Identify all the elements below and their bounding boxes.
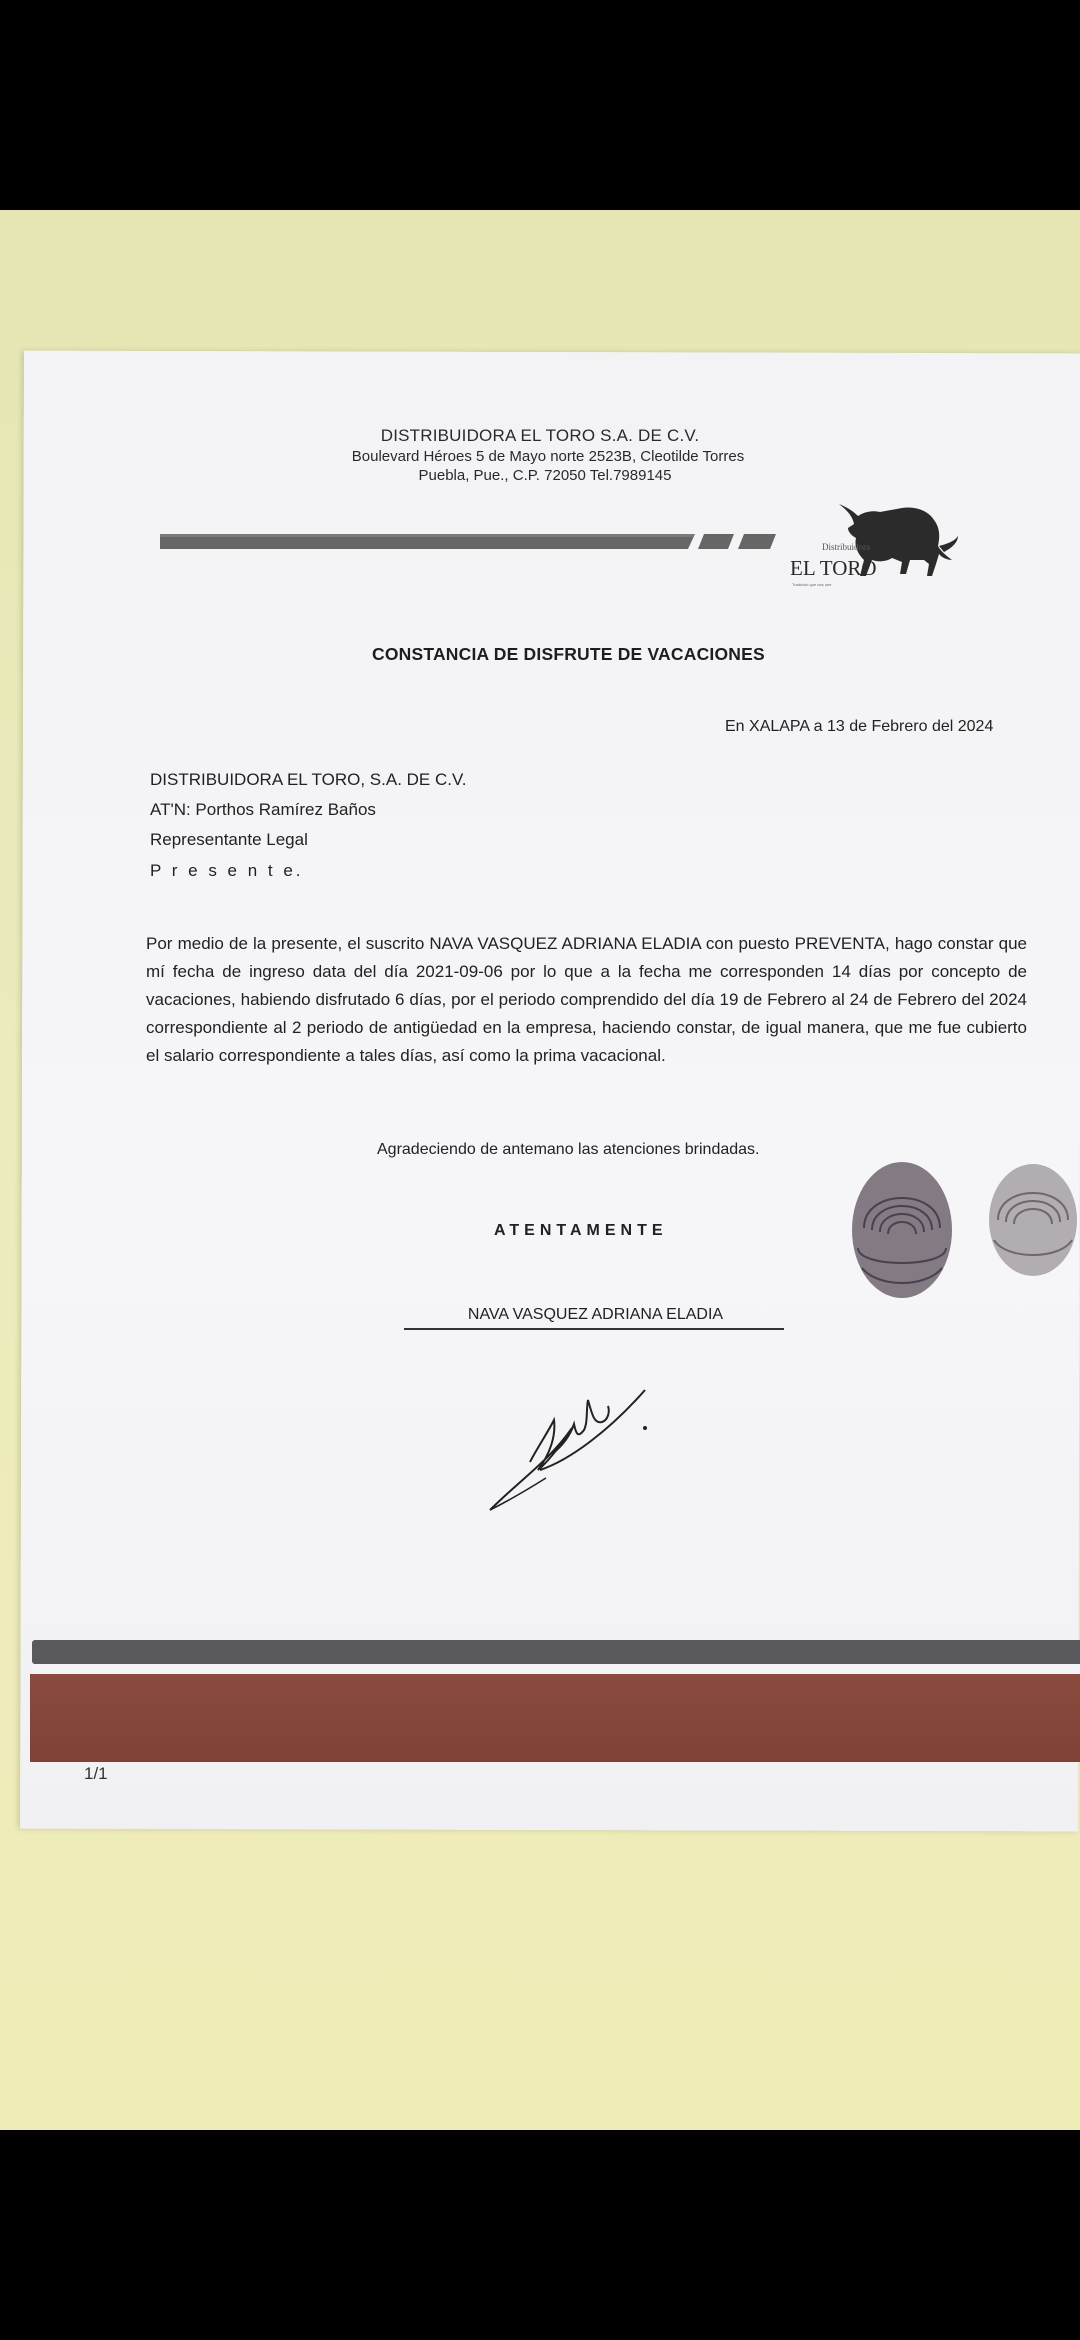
handwritten-signature [480, 1350, 660, 1520]
fingerprint-2 [986, 1160, 1080, 1282]
recipient-attn: AT'N: Porthos Ramírez Baños [150, 800, 376, 819]
body-paragraph: Por medio de la presente, el suscrito NAVA VASQUEZ ADRIANA ELADIA con puesto PREVENTA, hago constar que mí fecha de ingreso data del día 2021-09-06 por lo que a la fecha me corresponden 14 días por concepto de vacaciones, habiendo disfrutado 6 días, por el periodo comprendido del día 19 de Febrero al 24 de Febrero del 2024 correspondiente al 2 periodo de antigüedad en la empresa, haciendo constar, de igual manera, que me fue cubierto el salario correspondiente a tales días, así como la prima vacacional. [146, 934, 1027, 1065]
page-number: 1/1 [84, 1764, 108, 1783]
footer-white-band [32, 1664, 1080, 1674]
closing-word: ATENTAMENTE [494, 1222, 668, 1239]
el-toro-logo [782, 490, 982, 590]
recipient-role: Representante Legal [150, 830, 308, 849]
place-date: En XALAPA a 13 de Febrero del 2024 [725, 718, 994, 735]
presente-line: P r e s e n t e. [150, 861, 304, 880]
footer-gray-band [32, 1640, 1080, 1664]
header-stripe-dashes [698, 534, 778, 549]
signature-rule [404, 1328, 784, 1330]
footer-red-band [30, 1674, 1080, 1762]
fingerprint-1 [848, 1158, 956, 1303]
letterhead-company: DISTRIBUIDORA EL TORO S.A. DE C.V. [380, 426, 700, 445]
letterhead-address: Boulevard Héroes 5 de Mayo norte 2523B, Cleotilde Torres [351, 448, 745, 465]
logo-small-text: Distribuidora [822, 542, 870, 552]
thanks-line: Agradeciendo de antemano las atenciones brindadas. [377, 1141, 760, 1158]
logo-brand: EL TORO [790, 556, 877, 580]
header-stripe [160, 534, 695, 549]
letterhead-city: Puebla, Pue., C.P. 72050 Tel.7989145 [418, 467, 672, 484]
logo-tagline: Tradición que nos une [792, 582, 832, 587]
recipient-company: DISTRIBUIDORA EL TORO, S.A. DE C.V. [150, 770, 467, 789]
signer-name: NAVA VASQUEZ ADRIANA ELADIA [467, 1306, 724, 1323]
document-title: CONSTANCIA DE DISFRUTE DE VACACIONES [372, 644, 765, 664]
